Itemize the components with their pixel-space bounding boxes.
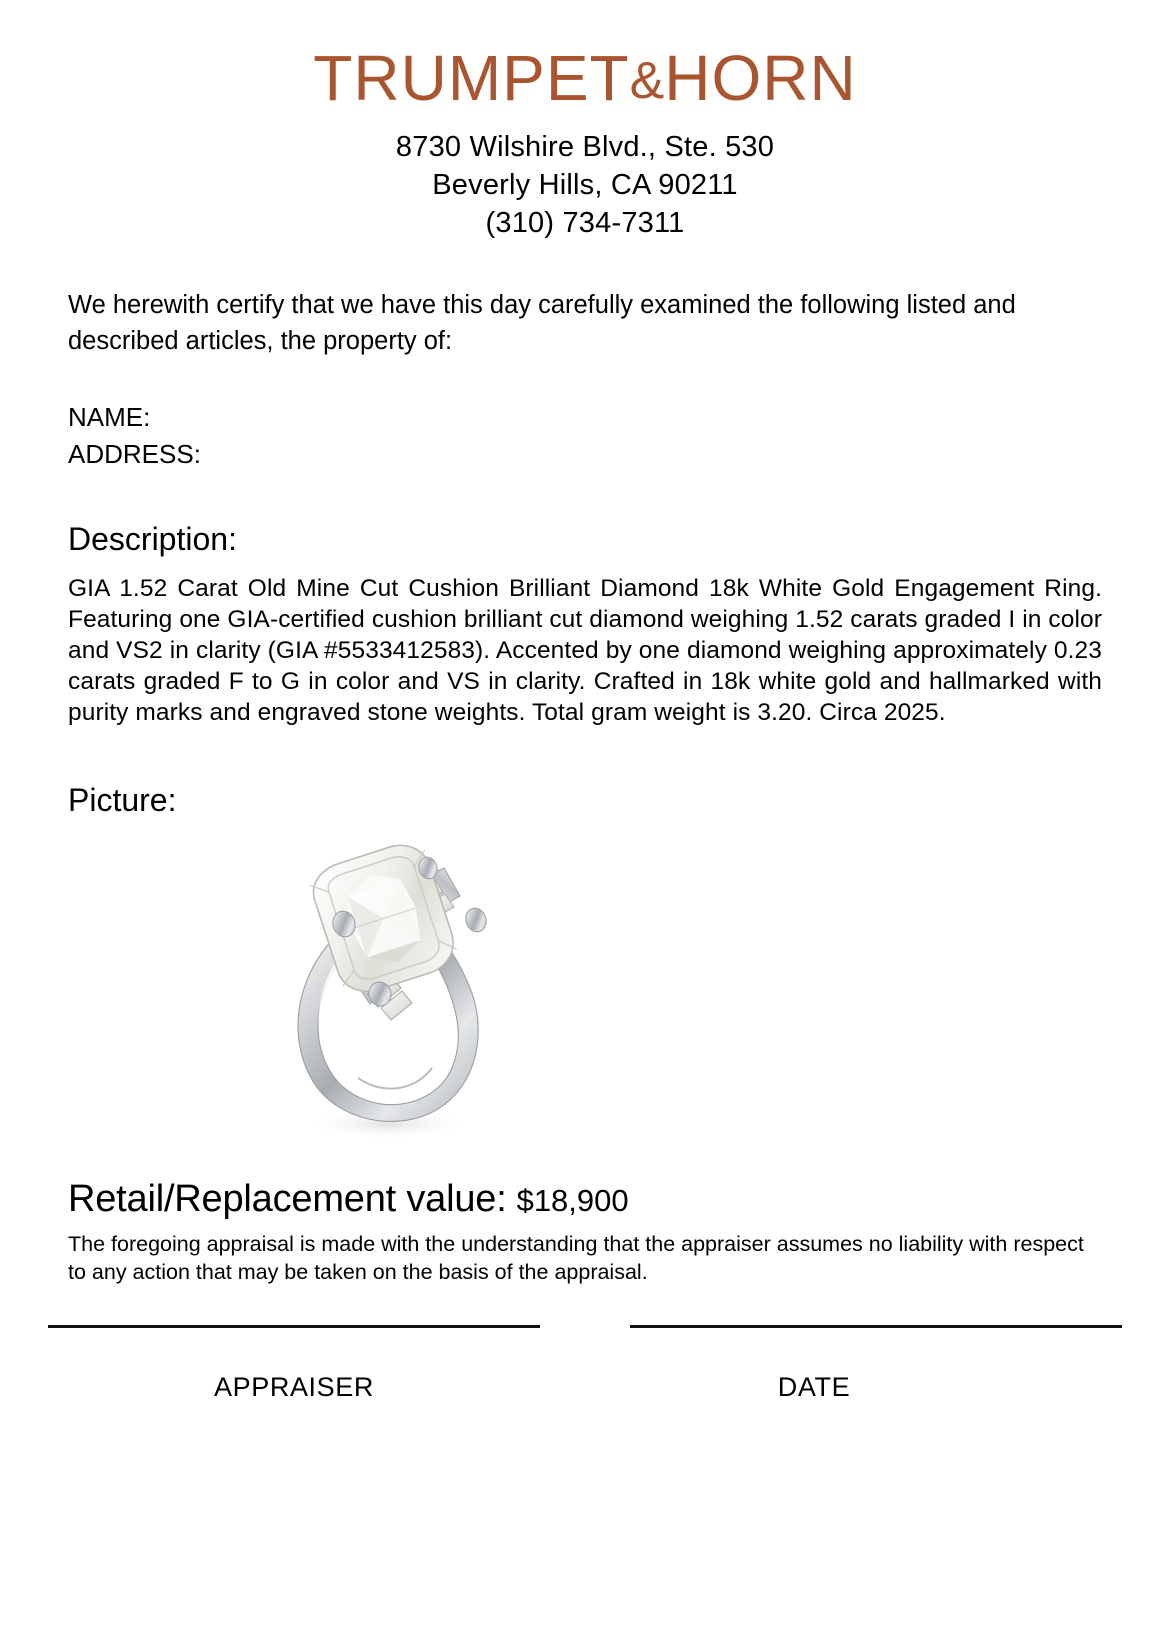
certification-paragraph: We herewith certify that we have this day carefully examined the following listed and described articles, the property of: bbox=[68, 291, 1016, 355]
logo-text-trumpet: TRUMPET bbox=[313, 42, 630, 114]
retail-value-label: Retail/Replacement value: bbox=[68, 1178, 507, 1220]
address-field-label: ADDRESS: bbox=[68, 439, 201, 469]
company-address bbox=[68, 128, 1102, 242]
client-fields bbox=[68, 399, 1102, 473]
appraisal-disclaimer: The foregoing appraisal is made with the understanding that the appraiser assumes no liability with respect to any action that may be taken on the basis of the appraisal. bbox=[68, 1232, 1084, 1284]
retail-value-row bbox=[68, 1176, 1102, 1224]
address-city-state-zip: Beverly Hills, CA 90211 bbox=[432, 169, 738, 201]
signature-section bbox=[48, 1325, 1122, 1403]
description-body: GIA 1.52 Carat Old Mine Cut Cushion Brilliant Diamond 18k White Gold Engagement Ring. Featuring one GIA-certified cushion brilliant cut diamond weighing 1.52 carats graded I in color and VS2 in clarity (GIA #5533412583). Accented by one diamond weighing approximately 0.23 carats graded F to G in color and VS in clarity. Crafted in 18k white gold and hallmarked with purity marks and engraved stone weights. Total gram weight is 3.20. Circa 2025. bbox=[68, 575, 1102, 726]
signature-captions bbox=[48, 1372, 1122, 1403]
appraiser-signature-line[interactable] bbox=[48, 1325, 540, 1328]
company-logo bbox=[68, 0, 1102, 114]
logo-ampersand: & bbox=[629, 52, 665, 110]
picture-area bbox=[68, 824, 1102, 1164]
ring-photo bbox=[238, 828, 538, 1148]
name-field-label: NAME: bbox=[68, 402, 151, 432]
logo-text-horn: HORN bbox=[664, 42, 857, 114]
date-signature-line[interactable] bbox=[630, 1325, 1122, 1328]
description-heading: Description: bbox=[68, 521, 237, 557]
address-street: 8730 Wilshire Blvd., Ste. 530 bbox=[395, 131, 775, 163]
retail-value-amount: $18,900 bbox=[516, 1183, 629, 1218]
appraiser-caption: APPRAISER bbox=[214, 1372, 374, 1402]
address-phone: (310) 734-7311 bbox=[485, 207, 685, 239]
picture-heading: Picture: bbox=[68, 782, 177, 818]
date-caption: DATE bbox=[777, 1372, 851, 1402]
signature-rules bbox=[48, 1325, 1122, 1328]
